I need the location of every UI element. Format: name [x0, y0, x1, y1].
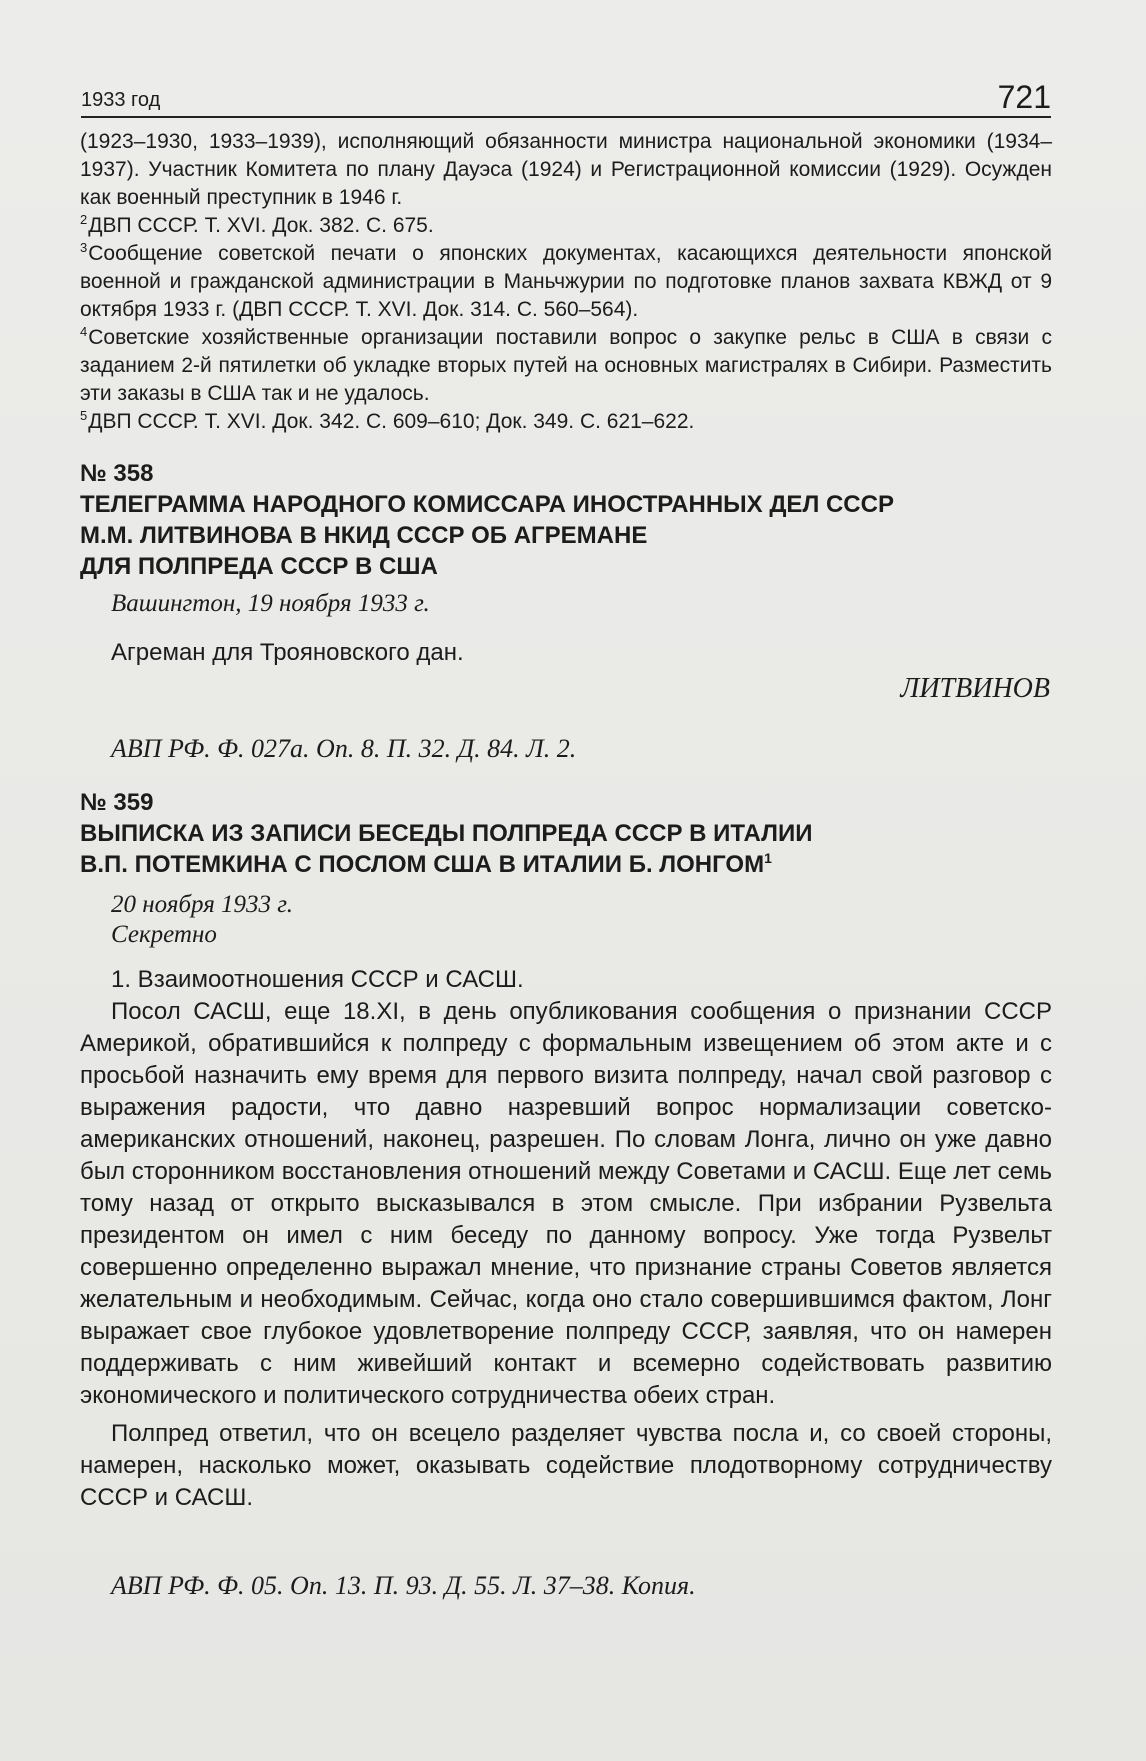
footnote-text: ДВП СССР. Т. XVI. Док. 342. С. 609–610; Док. 349. С. 621–622.: [88, 410, 695, 433]
document-title-text: В.П. ПОТЕМКИНА С ПОСЛОМ США В ИТАЛИИ Б. ЛОНГОМ: [80, 851, 765, 878]
title-note-marker: 1: [764, 850, 772, 866]
document-place-date: Вашингтон, 19 ноября 1933 г.: [111, 590, 430, 617]
body-paragraph: Полпред ответил, что он всецело разделяет чувства посла и, со своей стороны, намерен, насколько может, оказывать содействие плодотворному сотрудничеству СССР и САСШ.: [80, 1420, 1052, 1511]
classification: Секретно: [111, 921, 217, 948]
document-title-line: [80, 849, 1060, 880]
document-358-body: [80, 637, 1052, 669]
footnote: [80, 240, 1052, 324]
footnote-continued: (1923–1930, 1933–1939), исполняющий обязанности министра национальной экономики (1934–1937). Участник Комитета по плану Дауэса (1924) и Регистрационной комиссии (1929). Осужден как военный преступник в 1946 г.: [80, 130, 1052, 209]
document-title-line: М.М. ЛИТВИНОВА В НКИД СССР ОБ АГРЕМАНЕ: [80, 522, 648, 549]
document-title-line: ВЫПИСКА ИЗ ЗАПИСИ БЕСЕДЫ ПОЛПРЕДА СССР В ИТАЛИИ: [80, 820, 813, 847]
body-paragraph: Агреман для Трояновского дан.: [111, 639, 464, 666]
document-meta: [111, 890, 293, 950]
document-number: № 358: [80, 460, 154, 487]
archive-reference: АВП РФ. Ф. 027а. Оп. 8. П. 32. Д. 84. Л. 2.: [111, 734, 577, 763]
page-number: 721: [997, 79, 1051, 115]
footnote: [80, 408, 1052, 436]
document-title-line: ТЕЛЕГРАММА НАРОДНОГО КОМИССАРА ИНОСТРАННЫХ ДЕЛ СССР: [80, 491, 894, 518]
footnotes: [80, 128, 1052, 436]
archive-reference: АВП РФ. Ф. 05. Оп. 13. П. 93. Д. 55. Л. 37–38. Копия.: [111, 1571, 696, 1600]
footnote: [80, 324, 1052, 408]
signature: ЛИТВИНОВ: [900, 673, 1050, 704]
footnote-number: 3: [80, 240, 88, 255]
footnote-number: 2: [80, 212, 88, 227]
footnote-text: Советские хозяйственные организации поставили вопрос о закупке рельс в США в связи с заданием 2-й пятилетки об укладке вторых путей на основных магистралях в Сибири. Разместить эти заказы в США так и не удалось.: [80, 326, 1052, 405]
footnote-text: ДВП СССР. Т. XVI. Док. 382. С. 675.: [88, 214, 434, 237]
footnote-text: Сообщение советской печати о японских документах, касающихся деятельности японской военной и гражданской администрации в Маньчжурии по подготовке планов захвата КВЖД от 9 октября 1933 г. (ДВП СССР. Т. XVI. Док. 314. С. 560–564).: [80, 242, 1052, 321]
document-date: 20 ноября 1933 г.: [111, 891, 293, 918]
body-paragraph: Посол САСШ, еще 18.XI, в день опубликования сообщения о признании СССР Америкой, обратившийся к полпреду с формальным извещением об этом акте и с просьбой назначить ему время для первого визита полпреду, начал свой разговор с выражения радости, что давно назревший вопрос нормализации советско-американских отношений, наконец, разрешен. По словам Лонга, лично он уже давно был сторонником восстановления отношений между Советами и САСШ. Еще лет семь тому назад от открыто высказывался в этом смысле. При избрании Рузвельта президентом он имел с ним беседу по данному вопросу. Уже тогда Рузвельт совершенно определенно выражал мнение, что признание страны Советов является желательным и необходимым. Сейчас, когда оно стало совершившимся фактом, Лонг выражает свое глубокое удовлетворение полпреду СССР, заявляя, что он намерен поддерживать с ним живейший контакт и всемерно содействовать развитию экономического и политического сотрудничества обеих стран.: [80, 998, 1052, 1409]
footnote-number: 4: [80, 324, 88, 339]
document-number: № 359: [80, 789, 154, 816]
document-359-body: [80, 964, 1052, 1514]
footnote: [80, 212, 1052, 240]
page-header: [81, 79, 1051, 118]
document-359-heading: [80, 787, 1060, 880]
document-358-heading: [80, 458, 1060, 582]
footnote-number: 5: [80, 408, 88, 423]
document-title-line: ДЛЯ ПОЛПРЕДА СССР В США: [80, 553, 438, 580]
body-paragraph: 1. Взаимоотношения СССР и САСШ.: [111, 966, 524, 993]
running-head: 1933 год: [81, 89, 161, 111]
